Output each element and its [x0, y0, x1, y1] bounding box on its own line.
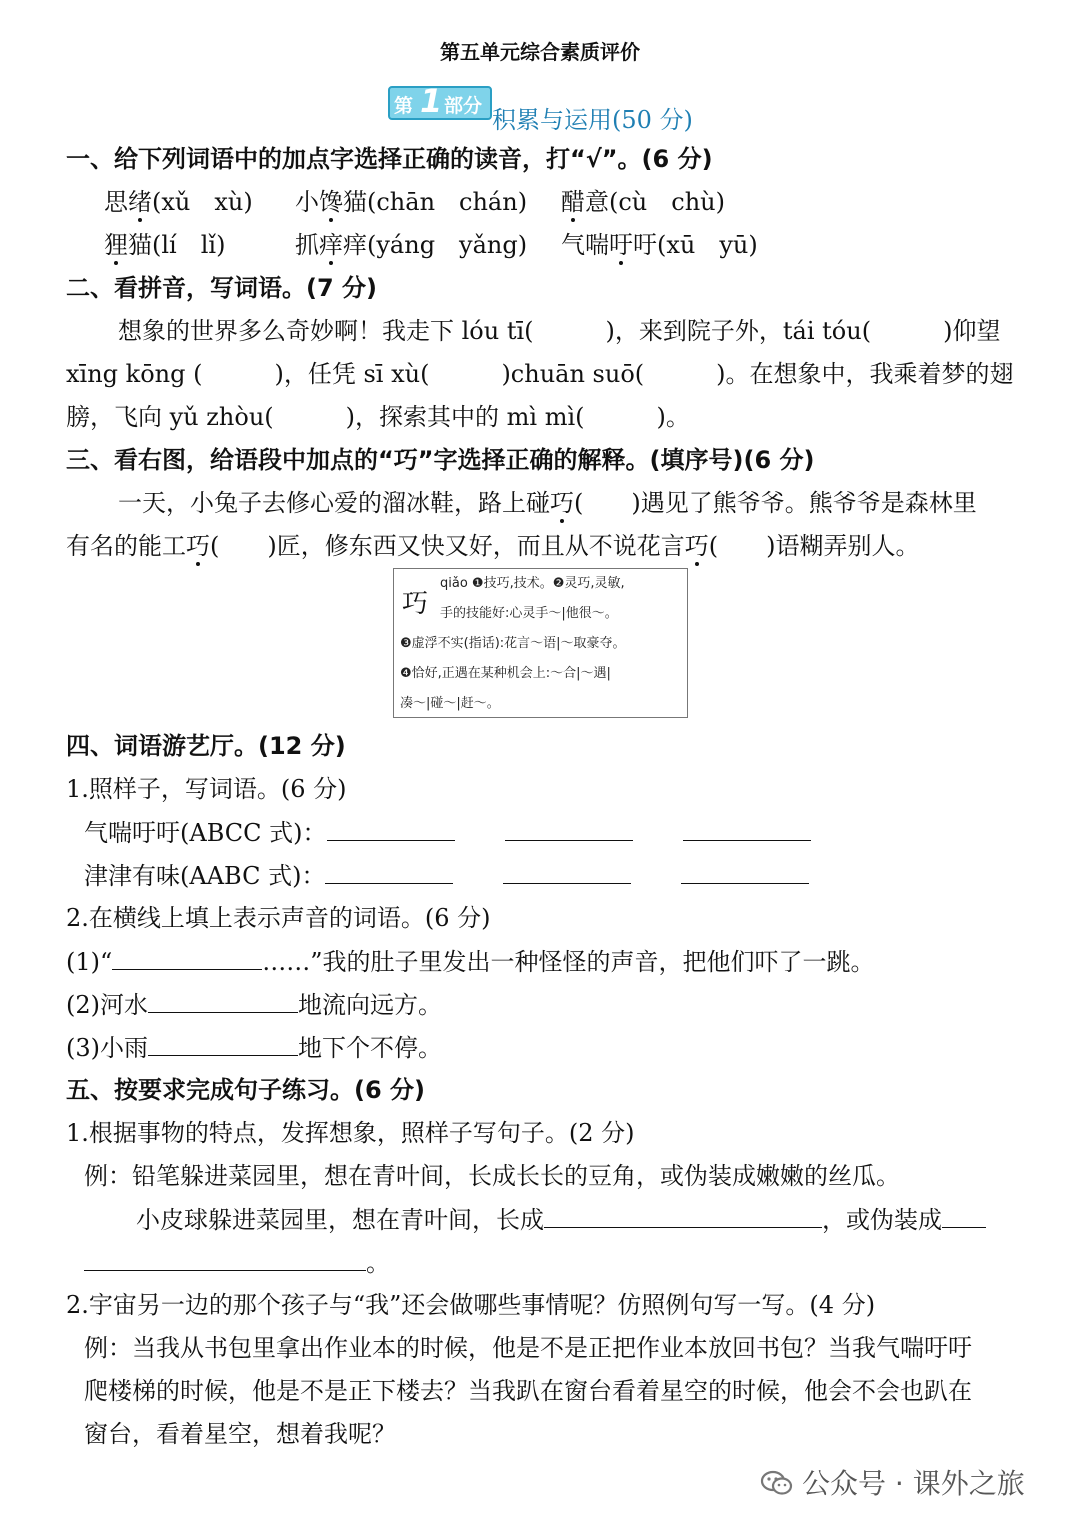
watermark [760, 1462, 1025, 1502]
part-title: 积累与运用(50 分) [492, 106, 693, 134]
q1-item-5: 抓痒痒(yáng yǎng) [295, 231, 528, 259]
q4-item-3: (3)小雨 地下个不停。 [66, 1031, 442, 1064]
q4-title: 四、词语游艺厅。(12 分) [66, 732, 346, 760]
q1-item-3: 醋意(cù chù) [561, 188, 725, 216]
q5-example-1: 例：铅笔躲进菜园里，想在青叶间，长成长长的豆角，或伪装成嫩嫩的丝瓜。 [84, 1162, 900, 1190]
q1-title: 一、给下列词语中的加点字选择正确的读音，打“√”。(6 分) [66, 145, 713, 173]
q2-line-1: 想象的世界多么奇妙啊！我走下 lóu tī( )，来到院子外，tái tóu( )仰望 [118, 317, 1001, 345]
answer-blank [503, 859, 631, 884]
answer-blank [505, 816, 633, 841]
answer-blank [681, 859, 809, 884]
q5-title: 五、按要求完成句子练习。(6 分) [66, 1076, 425, 1104]
page-title: 第五单元综合素质评价 [440, 40, 640, 64]
q1-item-1: 思绪(xǔ xù) [104, 188, 253, 216]
dotted-char: 痒 [319, 231, 343, 259]
q3-title: 三、看右图，给语段中加点的“巧”字选择正确的解释。(填序号)(6 分) [66, 446, 815, 474]
dotted-char: 醋 [561, 188, 585, 216]
part-badge-prefix: 第 [394, 95, 414, 117]
answer-blank [148, 1031, 298, 1056]
wechat-icon [760, 1469, 794, 1497]
q5-example-2-line-3: 窗台，看着星空，想着我呢？ [84, 1420, 396, 1448]
answer-blank [683, 816, 811, 841]
q5-task-1-cont: 。 [84, 1246, 390, 1279]
watermark-text: 公众号 · 课外之旅 [802, 1467, 1025, 1500]
dotted-char: 巧 [684, 532, 709, 560]
q4-item-1: (1)“ ……”我的肚子里发出一种怪怪的声音，把他们吓了一跳。 [66, 945, 875, 978]
q5-task-1: 小皮球躲进菜园里，想在青叶间，长成 ，或伪装成 [136, 1203, 986, 1236]
dictionary-line-4: ❹恰好,正遇在某种机会上:～合|～遇| [400, 666, 611, 681]
dotted-char: 巧 [186, 532, 210, 560]
dictionary-line-5: 凑～|碰～|赶～。 [400, 696, 500, 711]
q4-sub-1: 1.照样子，写词语。(6 分) [66, 775, 347, 803]
answer-blank [544, 1203, 822, 1228]
answer-blank [84, 1246, 366, 1271]
q5-sub-2: 2.宇宙另一边的那个孩子与“我”还会做哪些事情呢？仿照例句写一写。(4 分) [66, 1291, 876, 1319]
answer-blank [148, 988, 298, 1013]
dotted-char: 巧 [550, 489, 574, 517]
q1-item-4: 狸猫(lí lǐ) [104, 231, 226, 259]
q5-example-2-line-2: 爬楼梯的时候，他是不是正下楼去？当我趴在窗台看着星空的时候，他会不会也趴在 [84, 1377, 972, 1405]
dictionary-line-2: 手的技能好:心灵手～|他很～。 [440, 606, 618, 621]
dictionary-entry-box [393, 568, 688, 718]
q2-line-3: 膀，飞向 yǔ zhòu( )，探索其中的 mì mì( )。 [66, 403, 690, 431]
part-badge-suffix: 部分 [444, 95, 483, 117]
dictionary-line-3: ❸虚浮不实(指话):花言～语|～取豪夺。 [400, 636, 626, 651]
part-badge-number: 1 [420, 82, 443, 120]
dictionary-headword: 巧 [402, 589, 429, 619]
dictionary-line-1: qiǎo ❶技巧,技术。❷灵巧,灵敏, [440, 576, 625, 591]
q2-title: 二、看拼音，写词语。(7 分) [66, 274, 377, 302]
q5-example-2-line-1: 例：当我从书包里拿出作业本的时候，他是不是正把作业本放回书包？当我气喘吁吁 [84, 1334, 972, 1362]
dotted-char: 馋 [319, 188, 343, 216]
q4-row-abcc: 气喘吁吁(ABCC 式)： [84, 816, 811, 849]
part-badge [388, 82, 492, 120]
answer-blank [942, 1203, 986, 1228]
q1-item-2: 小馋猫(chān chán) [295, 188, 528, 216]
dotted-char: 狸 [104, 231, 128, 259]
answer-blank [112, 945, 262, 970]
dotted-char: 吁 [609, 231, 633, 259]
q3-line-1: 一天，小兔子去修心爱的溜冰鞋，路上碰巧( )遇见了熊爷爷。熊爷爷是森林里 [118, 489, 977, 517]
q4-row-aabc: 津津有味(AABC 式)： [84, 859, 809, 892]
dotted-char: 绪 [128, 188, 152, 216]
answer-blank [325, 859, 453, 884]
q5-sub-1: 1.根据事物的特点，发挥想象，照样子写句子。(2 分) [66, 1119, 635, 1147]
q1-item-6: 气喘吁吁(xū yū) [561, 231, 758, 259]
q3-line-2: 有名的能工巧( )匠，修东西又快又好，而且从不说花言巧( )语糊弄别人。 [66, 532, 920, 560]
answer-blank [327, 816, 455, 841]
q2-line-2: xīng kōng ( )，任凭 sī xù( )chuān suō( )。在想象中，我乘着梦的翅 [66, 360, 1014, 388]
q4-sub-2: 2.在横线上填上表示声音的词语。(6 分) [66, 904, 491, 932]
q4-item-2: (2)河水 地流向远方。 [66, 988, 442, 1021]
